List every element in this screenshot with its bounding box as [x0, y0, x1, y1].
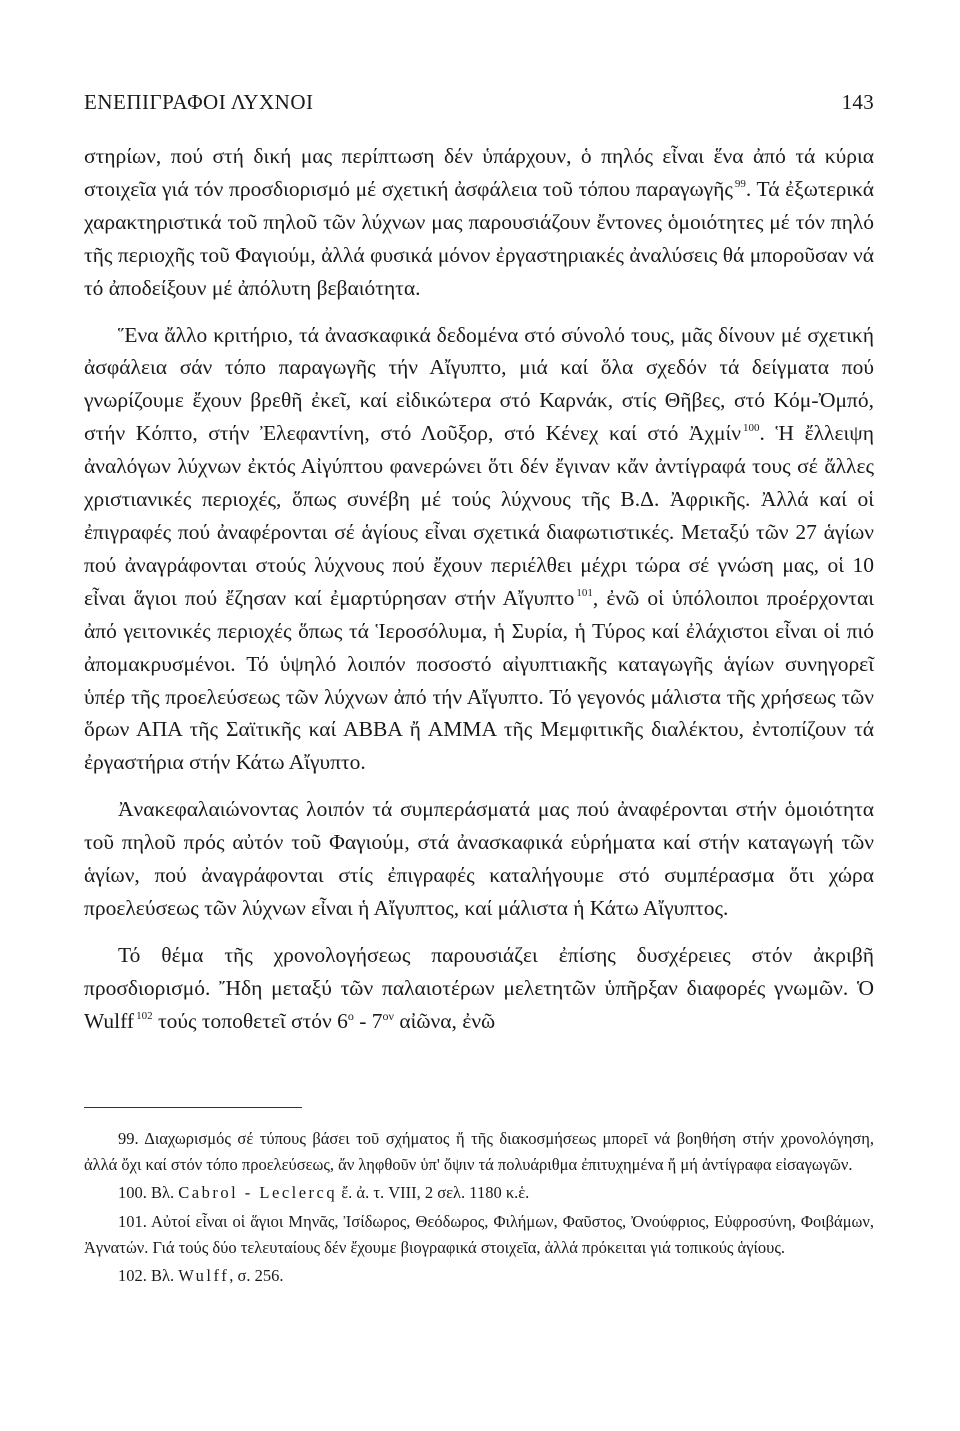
text-run: αἰῶνα, ἐνῶ [393, 1008, 496, 1033]
body-text [84, 140, 874, 1038]
text-run: . Ἡ ἔλλειψη ἀναλόγων λύχνων ἐκτός Αἰγύπτου φανερώνει ὅτι δέν ἔγιναν κἄν ἀντίγραφά τους σέ ἄλλες χριστιανικές περιοχές, ὅπως συνέβη μέ τούς λύχνους τῆς Β.Δ. Ἀφρικῆς. Ἀλλά καί οἱ ἐπιγραφές πού ἀναφέρονται σέ ἁγίους εἶναι σχετικά διαφωτιστικές. Μεταξύ τῶν 27 ἁγίων πού ἀναγράφονται στούς λύχνους πού ἔχουν περιέλθει μέχρι τώρα σέ γνώση μας, οἱ 10 εἶναι ἅγιοι πού ἔζησαν καί ἐμαρτύρησαν στήν Αἴγυπτο [84, 421, 874, 610]
footnote-100 [84, 1180, 874, 1206]
ordinal-suffix: ο [347, 1008, 354, 1023]
footnote-102 [84, 1263, 874, 1289]
text-run: ἔ. ἀ. τ. VIII, 2 σελ. 1180 κ.ἑ. [337, 1183, 530, 1203]
text-run: . Τά ἐξωτερικά χαρακτηριστικά τοῦ πηλοῦ τῶν λύχνων μας παρουσιάζουν ἔντονες ὁμοιότητες μέ τόν πηλό τῆς περιοχῆς τοῦ Φαγιούμ, ἀλλά φυσικά μόνον ἐργαστηριακές ἀναλύσεις θά μποροῦσαν νά τό ἀποδείξουν μέ ἀπόλυτη βεβαιότητα. [84, 176, 874, 300]
text-run: 102. Βλ. [118, 1266, 179, 1286]
paragraph-2 [84, 319, 874, 780]
author-name: Wulff [178, 1266, 230, 1286]
footnote-ref-102: 102 [136, 1009, 153, 1022]
footnote-99: 99. Διαχωρισμός σέ τύπους βάσει τοῦ σχήματος ἤ τῆς διακοσμήσεως μπορεῖ νά βοηθήση στήν χρονολόγηση, ἀλλά ὄχι καί στόν τόπο προελεύσεως, ἄν ληφθοῦν ὑπ' ὄψιν τά πολυάριθμα ἐπιτυχημένα ἤ μή ἀντίγραφα εἰσαγωγῶν. [84, 1129, 874, 1175]
text-run: Ἕνα ἄλλο κριτήριο, τά ἀνασκαφικά δεδομένα στό σύνολό τους, μᾶς δίνουν μέ σχετική ἀσφάλεια σάν τόπο παραγωγῆς τήν Αἴγυπτο, μιά καί ὅλα σχεδόν τά δείγματα πού γνωρίζουμε ἔχουν βρεθῆ ἐκεῖ, καί εἰδικώτερα στό Καρνάκ, στίς Θῆβες, στό Κόμ-Ὀμπό, στήν Κόπτο, στήν Ἐλεφαντίνη, στό Λοῦξορ, στό Κένεχ καί στό Ἀχμίν [84, 322, 874, 446]
footnote-ref-99: 99 [734, 177, 746, 190]
footnote-101: 101. Αὐτοί εἶναι οἱ ἅγιοι Μηνᾶς, Ἰσίδωρος, Θεόδωρος, Φιλήμων, Φαῦστος, Ὀνούφριος, Εὐφροσύνη, Φοιβάμων, Ἀγνατών. Γιά τούς δύο τελευταίους δέν ἔχουμε βιογραφικά στοιχεῖα, ἀλλά πρόκειται γιά τοπικούς ἁγίους. [84, 1211, 874, 1257]
footnote-ref-100: 100 [743, 422, 760, 435]
text-run: στηρίων, πού στή δική μας περίπτωση δέν ὑπάρχουν, ὁ πηλός εἶναι ἕνα ἀπό τά κύρια στοιχεῖα γιά τόν προσδιορισμό μέ σχετική ἀσφάλεια τοῦ τόπου παραγωγῆς [84, 144, 874, 201]
running-header [84, 90, 874, 115]
footnote-ref-101: 101 [576, 586, 593, 599]
running-title: ΕΝΕΠΙΓΡΑΦΟΙ ΛΥΧΝΟΙ [84, 90, 314, 114]
paragraph-4 [84, 939, 874, 1038]
text-run: 100. Βλ. [118, 1183, 179, 1203]
author-name: Cabrol - Leclercq [178, 1183, 338, 1203]
footnote-divider [84, 1107, 302, 1108]
paragraph-1 [84, 140, 874, 305]
text-run: Τό θέμα τῆς χρονολογήσεως παρουσιάζει ἐπίσης δυσχέρειες στόν ἀκριβῆ προσδιορισμό. Ἤδη μεταξύ τῶν παλαιοτέρων μελετητῶν ὑπῆρξαν διαφορές γνωμῶν. Ὁ Wulff [84, 942, 874, 1033]
footnotes [84, 1126, 874, 1289]
page-number: 143 [841, 90, 874, 114]
text-run: - 7 [353, 1008, 383, 1033]
text-run: τούς τοποθετεῖ στόν 6 [152, 1008, 348, 1033]
paragraph-3: Ἀνακεφαλαιώνοντας λοιπόν τά συμπεράσματά μας πού ἀναφέρονται στήν ὁμοιότητα τοῦ πηλοῦ πρός αὐτόν τοῦ Φαγιούμ, στά ἀνασκαφικά εὑρήματα καί στήν καταγωγή τῶν ἁγίων, πού ἀναγράφονται στίς ἐπιγραφές καταλήγουμε στό συμπέρασμα ὅτι χώρα προελεύσεως τῶν λύχνων εἶναι ἡ Αἴγυπτος, καί μάλιστα ἡ Κάτω Αἴγυπτος. [84, 797, 874, 920]
text-run: , σ. 256. [229, 1266, 284, 1286]
ordinal-suffix: ον [382, 1008, 394, 1023]
text-run: , ἐνῶ οἱ ὑπόλοιποι προέρχονται ἀπό γειτονικές περιοχές ὅπως τά Ἱεροσόλυμα, ἡ Συρία, ἡ Τύρος καί ἐλάχιστοι εἶναι οἱ πιό ἀπομακρυσμένοι. Τό ὑψηλό λοιπόν ποσοστό αἰγυπτιακῆς καταγωγῆς ἁγίων συνηγορεῖ ὑπέρ τῆς προελεύσεως τῶν λύχνων ἀπό τήν Αἴγυπτο. Τό γεγονός μάλιστα τῆς χρήσεως τῶν ὅρων ΑΠΑ τῆς Σαϊτικῆς καί ΑΒΒΑ ἤ ΑΜΜΑ τῆς Μεμφιτικῆς διαλέκτου, ἐντοπίζουν τά ἐργαστήρια στήν Κάτω Αἴγυπτο. [84, 585, 874, 775]
